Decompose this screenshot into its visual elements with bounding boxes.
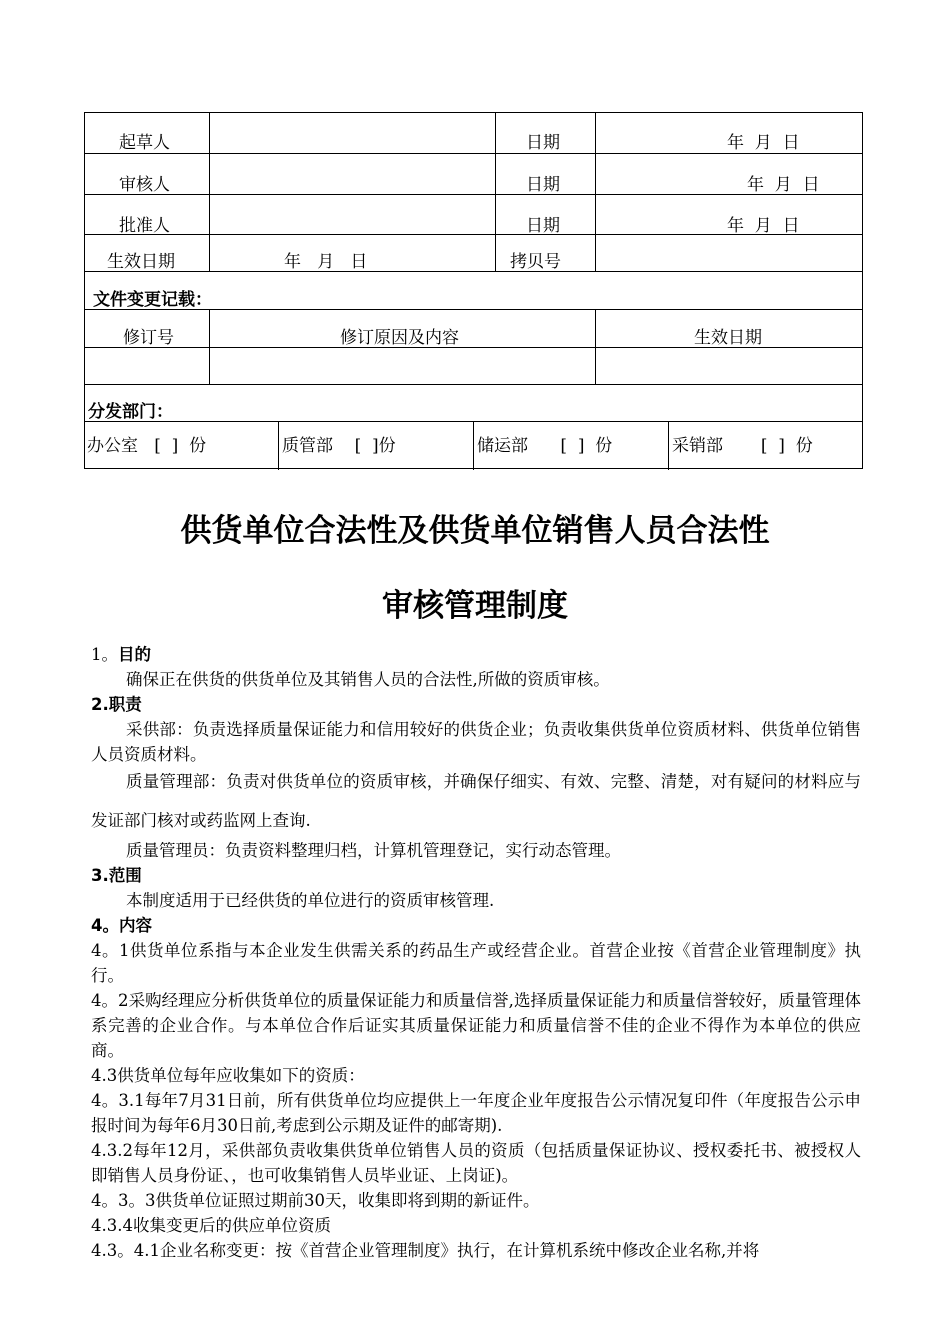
dept-quality: 质管部 [ ]份: [282, 436, 396, 456]
effective-date-value: 年 月 日: [284, 252, 368, 272]
table-row-divider: [85, 384, 862, 385]
section-4-3-4-1: 4.3。4.1企业名称变更：按《首营企业管理制度》执行，在计算机系统中修改企业名称,并将: [91, 1241, 760, 1260]
date-value: 年 月 日: [747, 175, 820, 195]
rev-header-number: 修订号: [123, 328, 174, 348]
dept-purchase: 采销部 [ ] 份: [672, 436, 813, 456]
distribution-label: 分发部门：: [88, 402, 173, 422]
table-col-divider: [495, 113, 496, 271]
rev-header-effective-date: 生效日期: [694, 328, 762, 348]
approver-label: 批准人: [119, 216, 170, 236]
section-2-heading: 2.职责: [91, 695, 142, 714]
table-col-divider: [668, 421, 669, 470]
change-record-label: 文件变更记载：: [93, 290, 212, 310]
section-4-3-3: 4。3。3供货单位证照过期前30天，收集即将到期的新证件。: [91, 1191, 540, 1210]
section-2-paragraph-2: 质量管理部：负责对供货单位的资质审核，并确保仔细实、有效、完整、清楚，对有疑问的材料应与发证部门核对或药监网上查询.: [91, 772, 861, 830]
table-col-divider: [278, 421, 279, 470]
table-row-divider: [85, 153, 862, 154]
dept-office: 办公室 [ ] 份: [87, 436, 207, 456]
date-label: 日期: [526, 216, 560, 236]
section-1-paragraph: 确保正在供货的供货单位及其销售人员的合法性,所做的资质审核。: [126, 670, 610, 689]
section-1-title: 目的: [118, 645, 151, 664]
date-label: 日期: [526, 133, 560, 153]
dept-storage: 储运部 [ ] 份: [477, 436, 613, 456]
table-col-divider: [209, 113, 210, 271]
table-row-divider: [85, 271, 862, 272]
section-3-paragraph: 本制度适用于已经供货的单位进行的资质审核管理.: [126, 891, 495, 910]
table-col-divider: [595, 113, 596, 271]
section-4-2: 4。2采购经理应分析供货单位的质量保证能力和质量信誉,选择质量保证能力和质量信誉较好，质量管理体系完善的企业合作。与本单位合作后证实其质量保证能力和质量信誉不佳的企业不得作为本单位的供应商。: [91, 991, 861, 1060]
effective-date-label: 生效日期: [107, 252, 175, 272]
date-value: 年 月 日: [727, 133, 800, 153]
section-1-number: 1。: [91, 645, 118, 664]
document-body: [91, 642, 861, 1263]
table-row-divider: [85, 194, 862, 195]
section-4-3-1: 4。3.1每年7月31日前，所有供货单位均应提供上一年度企业年度报告公示情况复印件（年度报告公示申报时间为每年6月30日前,考虑到公示期及证件的邮寄期).: [91, 1091, 861, 1135]
table-col-divider: [595, 309, 596, 384]
table-col-divider: [209, 309, 210, 384]
section-1-heading: [91, 642, 861, 667]
date-value: 年 月 日: [727, 216, 800, 236]
section-4-3-2: 4.3.2每年12月，采供部负责收集供货单位销售人员的资质（包括质量保证协议、授权委托书、被授权人即销售人员身份证、，也可收集销售人员毕业证、上岗证)。: [91, 1141, 861, 1185]
section-4-3-4: 4.3.4收集变更后的供应单位资质: [91, 1216, 331, 1235]
section-3-heading: 3.范围: [91, 866, 142, 885]
section-4-3: 4.3供货单位每年应收集如下的资质：: [91, 1066, 365, 1085]
document-title-line2: 审核管理制度: [382, 588, 568, 624]
copy-number-label: 拷贝号: [510, 252, 561, 272]
document-title-line1: 供货单位合法性及供货单位销售人员合法性: [180, 513, 770, 549]
section-2-paragraph-3: 质量管理员：负责资料整理归档，计算机管理登记，实行动态管理。: [126, 841, 621, 860]
section-4-1: 4。1供货单位系指与本企业发生供需关系的药品生产或经营企业。首营企业按《首营企业管理制度》执行。: [91, 941, 861, 985]
rev-header-reason: 修订原因及内容: [340, 328, 459, 348]
document-control-table: [84, 112, 863, 469]
reviewer-label: 审核人: [119, 175, 170, 195]
section-2-paragraph-1: 采供部：负责选择质量保证能力和信用较好的供货企业；负责收集供货单位资质材料、供货单位销售人员资质材料。: [91, 720, 861, 764]
table-col-divider: [473, 421, 474, 470]
date-label: 日期: [526, 175, 560, 195]
section-4-heading: 4。内容: [91, 916, 152, 935]
drafter-label: 起草人: [119, 133, 170, 153]
